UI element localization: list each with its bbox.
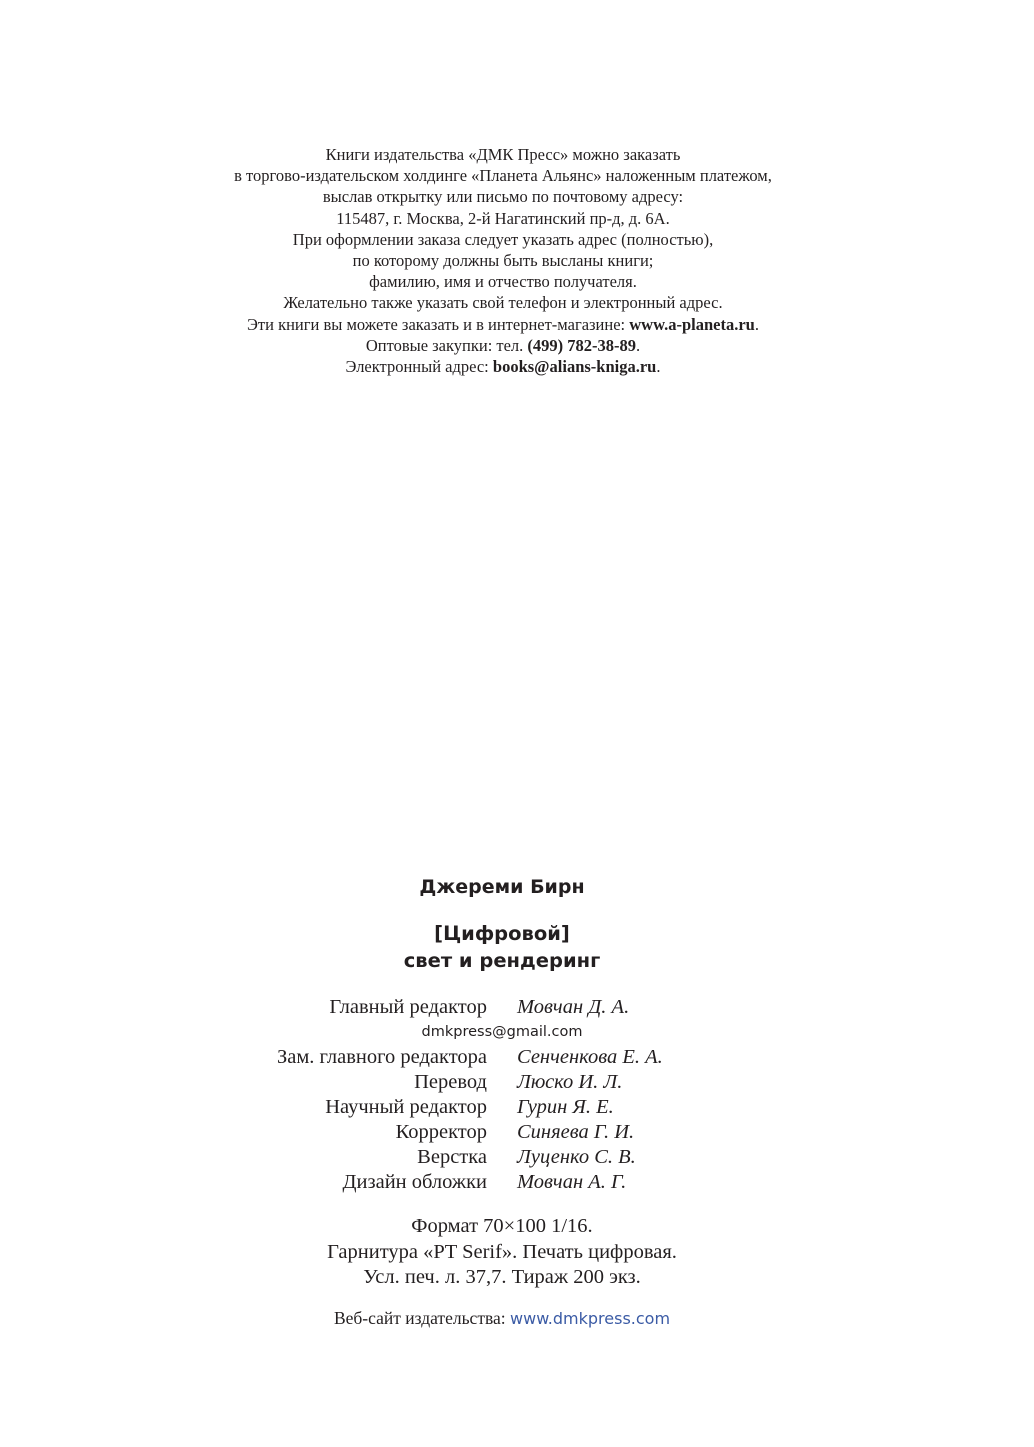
credit-name: Сенченкова Е. А. xyxy=(517,1046,663,1068)
publisher-website xyxy=(0,1306,1004,1331)
credit-role: Дизайн обложки xyxy=(342,1171,487,1193)
credit-role: Корректор xyxy=(395,1121,487,1143)
order-info-line: Желательно также указать свой телефон и электронный адрес. xyxy=(283,293,723,313)
credit-row-translation xyxy=(0,1070,1034,1095)
print-info-block xyxy=(0,1214,1004,1291)
credits-block xyxy=(0,995,1034,1195)
online-store-link[interactable]: www.a-planeta.ru xyxy=(629,314,755,334)
credit-name: Люско И. Л. xyxy=(517,1071,623,1093)
online-store-line xyxy=(0,314,1006,335)
credit-name: Гурин Я. Е. xyxy=(517,1096,614,1118)
print-format: Формат 70×100 1/16. xyxy=(411,1215,593,1237)
wholesale-line xyxy=(0,335,1006,356)
credit-name: Синяева Г. И. xyxy=(517,1121,635,1143)
order-info-block xyxy=(0,144,1006,377)
credit-row-layout xyxy=(0,1145,1034,1170)
website-label: Веб-сайт издательства: xyxy=(333,1308,511,1328)
author-name: Джереми Бирн xyxy=(419,876,585,898)
credit-role: Верстка xyxy=(417,1146,487,1168)
credit-row-scientific-editor xyxy=(0,1095,1034,1120)
punctuation: . xyxy=(754,314,759,334)
email-line xyxy=(0,356,1006,377)
credit-name: Мовчан Д. А. xyxy=(517,996,630,1018)
order-info-line: фамилию, имя и отчество получателя. xyxy=(369,272,637,292)
order-info-line: в торгово-издательском холдинге «Планета Альянс» наложенным платежом, xyxy=(234,166,772,186)
credit-name: Мовчан А. Г. xyxy=(517,1171,627,1193)
punctuation: . xyxy=(656,357,661,377)
book-title-line: свет и рендеринг xyxy=(403,949,601,972)
order-info-line: При оформлении заказа следует указать адрес (полностью), xyxy=(292,229,714,249)
orders-email-link[interactable]: books@alians-kniga.ru xyxy=(492,357,657,377)
email-text: Электронный адрес: xyxy=(345,357,493,377)
print-typeface: Гарнитура «PT Serif». Печать цифровая. xyxy=(327,1240,677,1263)
credit-row-proofreader xyxy=(0,1120,1034,1145)
credit-role: Зам. главного редактора xyxy=(276,1046,487,1068)
order-info-line: 115487, г. Москва, 2-й Нагатинский пр-д, д. 6А. xyxy=(336,208,670,228)
credit-row-chief-editor xyxy=(0,995,1034,1020)
order-info-line: по которому должны быть высланы книги; xyxy=(352,251,654,271)
print-volume: Усл. печ. л. 37,7. Тираж 200 экз. xyxy=(363,1266,641,1288)
credit-row-cover-design xyxy=(0,1170,1034,1195)
credit-role: Научный редактор xyxy=(325,1096,487,1118)
website-link[interactable]: www.dmkpress.com xyxy=(510,1309,671,1328)
credit-role: Главный редактор xyxy=(329,996,487,1018)
credit-name: Луценко С. В. xyxy=(517,1146,636,1168)
book-title-line: [Цифровой] xyxy=(434,922,570,945)
credit-row-deputy-editor xyxy=(0,1045,1034,1070)
book-title xyxy=(0,920,1004,974)
wholesale-phone: (499) 782-38-89 xyxy=(527,335,637,355)
punctuation: . xyxy=(636,335,641,355)
order-info-line: Книги издательства «ДМК Пресс» можно заказать xyxy=(325,145,681,164)
editor-email-link[interactable]: dmkpress@gmail.com xyxy=(421,1024,583,1040)
wholesale-text: Оптовые закупки: тел. xyxy=(365,335,528,355)
credit-role: Перевод xyxy=(414,1071,487,1093)
online-store-text: Эти книги вы можете заказать и в интернет-магазине: xyxy=(247,314,630,334)
order-info-line: выслав открытку или письмо по почтовому адресу: xyxy=(322,187,684,207)
